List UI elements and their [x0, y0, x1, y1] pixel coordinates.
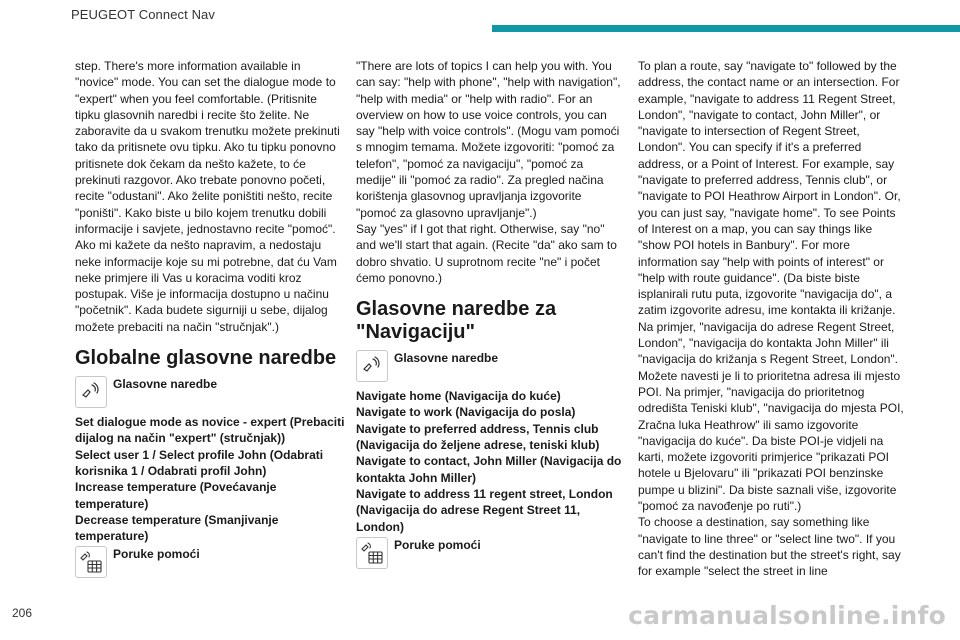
- column-2: [356, 58, 624, 575]
- heading-navigation-voice-commands: Glasovne naredbe za "Navigaciju": [356, 298, 557, 344]
- help-messages-icon: [356, 537, 388, 569]
- help-messages-icon: [75, 546, 107, 578]
- help-messages-row: [75, 546, 345, 578]
- voice-commands-label: Glasovne naredbe: [394, 351, 499, 366]
- col1-command-list: Set dialogue mode as novice - expert (Prebaciti dijalog na način "expert" (stručnjak)) Select user 1 / Select profile John (Odabrati korisnika 1 / Odabrati profil John) Increase temperature (Povećavanje temperature) Decrease temperature (Smanjivanje temperature): [75, 415, 345, 544]
- header-title: PEUGEOT Connect Nav: [71, 7, 215, 22]
- col3-paragraph: To plan a route, say "navigate to" followed by the address, the contact name or an intersection. For example, "navigate to address 11 Regent Street, London", "navigate to contact, John Miller", or "navigate to intersection of Regent Street, London". You can specify if it's a preferred address, or a Point of Interest. For example, say "navigate to preferred address, Tennis club", or "navigate to POI Heathrow Airport in London". Or, you can just say, "navigate home". To see Points of Interest on a map, you can say things like "show POI hotels in Banbury". For more information say "help with points of interest" or "help with route guidance". (Da biste biste isplanirali rutu puta, izgovorite "navigacija do", a zatim izgovorite adresu, ime kontakta ili križanje. Na primjer, "navigacija do adrese Regent Street, London", "navigacija do kontakta John Miller" ili "navigacija do križanja s Regent Street, London". Možete navesti je li to prioritetna adresa ili mjesto POI. Na primjer, "navigacija do prioritetnog odredišta Teniski klub", "navigacija do mjesta POI, Zračna luka Heathrow" ili samo izgovorite "navigacija do kuće". Da biste POI-je vidjeli na karti, možete izgovoriti primjerice "prikazati POI hotele u Bjelovaru" ili "prikazati POI benzinske pumpe u blizini". Da biste saznali više, izgovorite "pomoć za navođenje po ruti".) To choose a destination, say something like "navigate to line three" or "select line two". If you can't find the destination but the street's right, say for example "select the street in line: [638, 59, 904, 579]
- voice-command-icon: [75, 376, 107, 408]
- header-accent-bar: [492, 25, 960, 32]
- voice-commands-row: [75, 376, 345, 408]
- heading-global-voice-commands: Globalne glasovne naredbe: [75, 347, 337, 370]
- voice-commands-label: Glasovne naredbe: [113, 377, 218, 392]
- voice-commands-row: [356, 350, 624, 382]
- help-messages-label: Poruke pomoći: [394, 537, 481, 552]
- help-messages-row: [356, 537, 624, 569]
- watermark: carmanualsonline.info: [628, 601, 946, 630]
- page-number: 206: [12, 606, 33, 620]
- column-1: [75, 58, 345, 584]
- voice-command-icon: [356, 350, 388, 382]
- col2-intro-paragraph: "There are lots of topics I can help you with. You can say: "help with phone", "help with navigation", "help with media" or "help with radio". For an overview on how to use voice controls, you can say "help with voice controls". (Mogu vam pomoći s mnogim temama. Možete izgovoriti: "pomoć za telefon", "pomoć za navigaciju", "pomoć za medije" ili "pomoć za radio". Za pregled načina korištenja glasovnog upravljanja izgovorite "pomoć za glasovno upravljanje".) Say "yes" if I got that right. Otherwise, say "no" and we'll start that again. (Recite "da" ako sam to dobro shvatio. U suprotnom recite "ne" i počet ćemo ponovno.): [356, 59, 621, 285]
- col2-command-list: Navigate home (Navigacija do kuće) Navigate to work (Navigacija do posla) Navigate to preferred address, Tennis club (Navigacija do željene adrese, teniski klub) Navigate to contact, John Miller (Navigacija do kontakta John Miller) Navigate to address 11 regent street, London (Navigacija do adrese Regent Street 11, London): [356, 389, 622, 534]
- help-messages-label: Poruke pomoći: [113, 547, 200, 562]
- col1-intro-paragraph: step. There's more information available in "novice" mode. You can set the dialogue mode to "expert" when you feel comfortable. (Pritisnite tipku glasovnih naredbi i recite što želite. Ne zaboravite da u svakom trenutku možete prekinuti tako da pritisnete ovu tipku. Ako tu tipku ponovno pritisnete dok čekam da nešto kažete, to će prekinuti razgovor. Ako trebate ponovno početi, recite "odustani". Ako želite poništiti nešto, recite "poništi". Kako biste u bilo kojem trenutku dobili informacije i savjete, jednostavno recite "pomoć". Ako mi kažete da nešto napravim, a nedostaju neke informacije koje su mi potrebne, dat ću Vam neke primjere ili Vas u koracima voditi kroz postupak. Više je informacija dostupno u načinu "početnik". Kada budete sigurniji u sebe, dijalog možete prebaciti na način "stručnjak".): [75, 59, 340, 334]
- column-3: [638, 58, 906, 580]
